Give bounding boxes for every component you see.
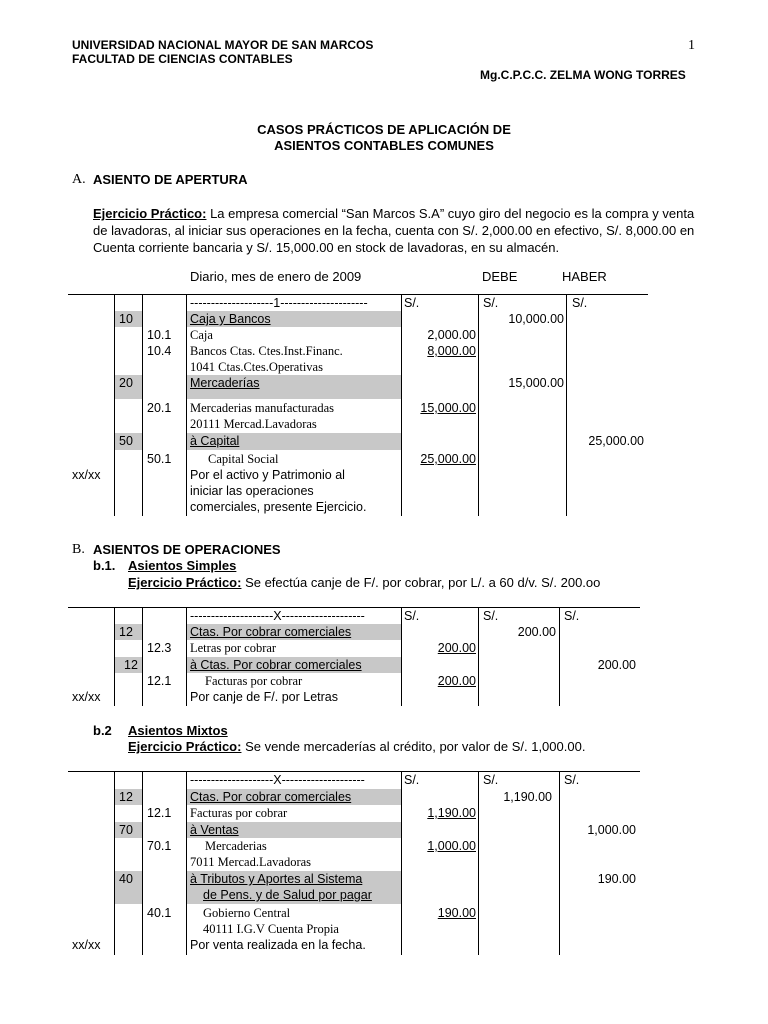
exercise-label: Ejercicio Práctico: (128, 739, 242, 754)
account-name: à Ventas (190, 823, 239, 837)
account-name: Mercaderías (190, 376, 260, 390)
b1-number: b.1. (93, 558, 116, 573)
university-name: UNIVERSIDAD NACIONAL MAYOR DE SAN MARCOS (72, 38, 374, 52)
exercise-label: Ejercicio Práctico: (128, 575, 242, 590)
haber-amount: 1,000.00 (587, 823, 636, 837)
subaccount-name: Facturas por cobrar (205, 674, 303, 688)
currency-label: S/. (404, 773, 420, 787)
account-name: à Capital (190, 434, 240, 448)
subaccount-detail: 7011 Mercad.Lavadoras (190, 855, 312, 869)
debe-amount: 1,190.00 (503, 790, 552, 804)
partial-amount: 1,000.00 (427, 839, 476, 853)
account-name: Caja y Bancos (190, 312, 271, 326)
partial-amount: 25,000.00 (420, 452, 476, 466)
debe-amount: 10,000.00 (508, 312, 564, 326)
account-code: 10 (119, 312, 133, 326)
subaccount-code: 50.1 (147, 452, 172, 466)
subaccount-name: Letras por cobrar (190, 641, 277, 655)
account-code: 12 (119, 790, 133, 804)
subaccount-code: 10.4 (147, 344, 172, 358)
section-a-heading: ASIENTO DE APERTURA (93, 172, 248, 187)
subaccount-name: Gobierno Central (203, 906, 291, 920)
entry-gloss: Por venta realizada en la fecha. (190, 938, 366, 952)
subaccount-code: 40.1 (147, 906, 172, 920)
account-name: Ctas. Por cobrar comerciales (190, 790, 352, 804)
diario-label: Diario, mes de enero de 2009 (190, 269, 362, 284)
page-number: 1 (688, 38, 695, 53)
b2-exercise (128, 739, 585, 754)
partial-amount: 15,000.00 (420, 401, 476, 415)
subaccount-detail: 1041 Ctas.Ctes.Operativas (190, 360, 323, 374)
currency-label: S/. (572, 296, 588, 310)
haber-amount: 200.00 (597, 658, 636, 672)
partial-amount: 1,190.00 (427, 806, 476, 820)
author-name: Mg.C.P.C.C. ZELMA WONG TORRES (480, 68, 686, 82)
account-name: à Tributos y Aportes al Sistema (190, 872, 363, 886)
debe-amount: 15,000.00 (508, 376, 564, 390)
partial-amount: 8,000.00 (427, 344, 476, 358)
account-name: à Ctas. Por cobrar comerciales (190, 658, 362, 672)
currency-label: S/. (564, 773, 580, 787)
subaccount-name: Mercaderias manufacturadas (190, 401, 335, 415)
currency-label: S/. (483, 296, 499, 310)
debe-amount: 200.00 (517, 625, 556, 639)
entry-separator: --------------------1--------------------- (190, 296, 368, 310)
b1-exercise (128, 575, 600, 590)
currency-label: S/. (564, 609, 580, 623)
entry-date: xx/xx (72, 938, 101, 952)
subaccount-name: Capital Social (208, 452, 279, 466)
partial-amount: 200.00 (437, 641, 476, 655)
subaccount-name: Bancos Ctas. Ctes.Inst.Financ. (190, 344, 343, 358)
debe-label: DEBE (482, 269, 518, 284)
account-name-cont: de Pens. y de Salud por pagar (203, 888, 372, 902)
currency-label: S/. (404, 609, 420, 623)
subaccount-detail: 20111 Mercad.Lavadoras (190, 417, 317, 431)
subaccount-code: 12.1 (147, 806, 172, 820)
faculty-name: FACULTAD DE CIENCIAS CONTABLES (72, 52, 293, 66)
exercise-text: Se efectúa canje de F/. por cobrar, por L/. a 60 d/v. S/. 200.oo (241, 575, 601, 590)
section-a-exercise (93, 205, 701, 256)
subaccount-code: 20.1 (147, 401, 172, 415)
haber-amount: 190.00 (597, 872, 636, 886)
entry-gloss: iniciar las operaciones (190, 484, 314, 498)
subaccount-detail: 40111 I.G.V Cuenta Propia (203, 922, 339, 936)
subaccount-code: 12.3 (147, 641, 172, 655)
entry-date: xx/xx (72, 690, 101, 704)
entry-gloss: comerciales, presente Ejercicio. (190, 500, 367, 514)
b1-title: Asientos Simples (128, 558, 237, 573)
document-title-line1: CASOS PRÁCTICOS DE APLICACIÓN DE (257, 122, 511, 137)
partial-amount: 200.00 (437, 674, 476, 688)
partial-amount: 2,000.00 (427, 328, 476, 342)
entry-gloss: Por el activo y Patrimonio al (190, 468, 345, 482)
section-b-letter: B. (72, 542, 85, 557)
section-a-letter: A. (72, 172, 86, 187)
entry-date: xx/xx (72, 468, 101, 482)
account-code: 50 (119, 434, 133, 448)
subaccount-name: Caja (190, 328, 213, 342)
haber-label: HABER (562, 269, 607, 284)
account-code: 70 (119, 823, 133, 837)
account-code: 12 (124, 658, 138, 672)
entry-gloss: Por canje de F/. por Letras (190, 690, 338, 704)
subaccount-name: Mercaderias (205, 839, 267, 853)
partial-amount: 190.00 (437, 906, 476, 920)
subaccount-code: 12.1 (147, 674, 172, 688)
exercise-text: La empresa comercial “San Marcos S.A” cuyo giro del negocio es la compra y venta de lavadoras, al iniciar sus operaciones en la fecha, cuenta con S/. 2,000.00 en efectivo, S/. 8,000.00 en Cuenta corriente bancaria y S/. 15,000.00 en stock de lavadoras, en su almacén. (93, 206, 695, 255)
document-title-line2: ASIENTOS CONTABLES COMUNES (274, 138, 494, 153)
entry-separator: --------------------X-------------------- (190, 773, 365, 787)
account-code: 12 (119, 625, 133, 639)
subaccount-code: 10.1 (147, 328, 172, 342)
b2-title: Asientos Mixtos (128, 723, 228, 738)
exercise-label: Ejercicio Práctico: (93, 206, 207, 221)
account-name: Ctas. Por cobrar comerciales (190, 625, 352, 639)
currency-label: S/. (483, 773, 499, 787)
entry-separator: --------------------X-------------------- (190, 609, 365, 623)
account-code: 40 (119, 872, 133, 886)
haber-amount: 25,000.00 (588, 434, 644, 448)
subaccount-code: 70.1 (147, 839, 172, 853)
b2-number: b.2 (93, 723, 112, 738)
currency-label: S/. (404, 296, 420, 310)
account-code: 20 (119, 376, 133, 390)
section-b-heading: ASIENTOS DE OPERACIONES (93, 542, 281, 557)
exercise-text: Se vende mercaderías al crédito, por valor de S/. 1,000.00. (241, 739, 586, 754)
currency-label: S/. (483, 609, 499, 623)
subaccount-name: Facturas por cobrar (190, 806, 288, 820)
